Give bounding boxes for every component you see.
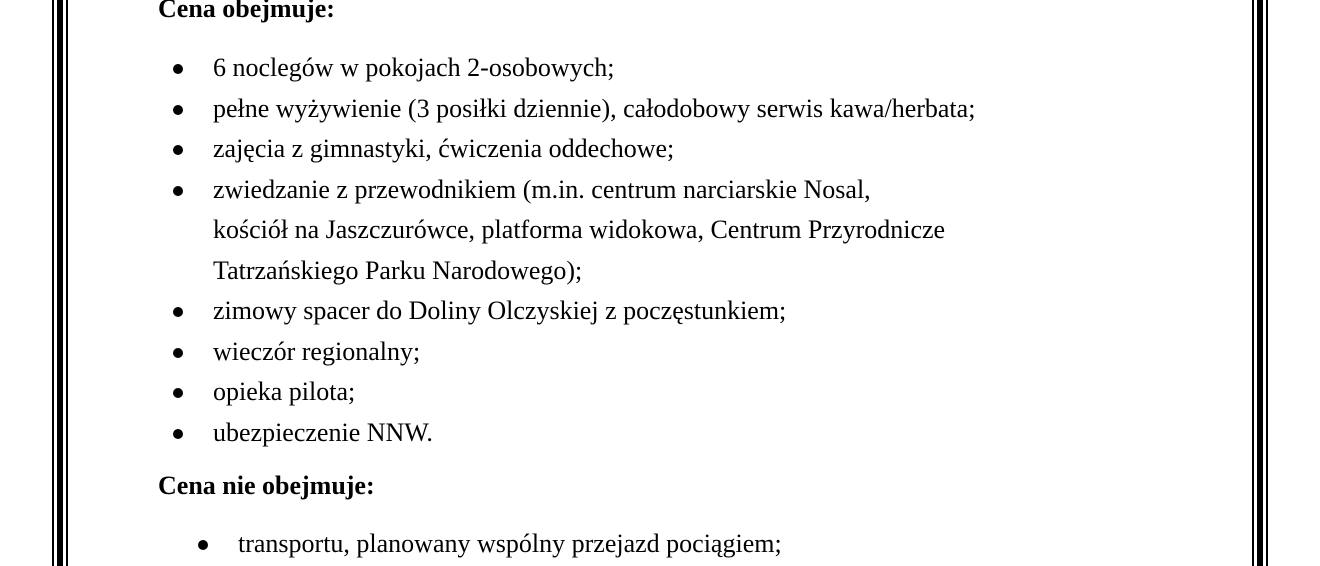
list-item-text: 6 noclegów w pokojach 2-osobowych; <box>213 53 615 82</box>
list-item-text: zajęcia z gimnastyki, ćwiczenia oddechowe; <box>213 134 675 163</box>
list-item <box>213 332 975 373</box>
list-item-text-continued: Tatrzańskiego Parku Narodowego); <box>213 255 583 285</box>
bullet-icon <box>173 291 185 332</box>
list-item-text: zimowy spacer do Doliny Olczyskiej z poczęstunkiem; <box>213 296 787 325</box>
bullet-icon <box>173 413 185 454</box>
bullet-icon <box>173 129 185 170</box>
list-item <box>213 48 975 89</box>
price-includes-heading: Cena obejmuje: <box>158 0 335 23</box>
price-includes-list <box>213 48 975 453</box>
list-item-text-continued: kościół na Jaszczurówce, platforma widokowa, Centrum Przyrodnicze <box>213 215 946 244</box>
list-item <box>213 372 975 413</box>
list-item <box>213 170 975 292</box>
frame-line <box>1252 0 1254 566</box>
list-item <box>238 524 782 565</box>
frame-line <box>66 0 68 566</box>
list-item-text: transportu, planowany wspólny przejazd pociągiem; <box>238 529 782 558</box>
list-item <box>213 89 975 130</box>
price-excludes-list <box>238 524 782 565</box>
list-item-text: opieka pilota; <box>213 377 356 406</box>
frame-line <box>1257 0 1263 566</box>
bullet-icon <box>173 332 185 373</box>
bullet-icon <box>173 89 185 130</box>
bullet-icon <box>173 170 185 211</box>
price-excludes-heading: Cena nie obejmuje: <box>158 471 375 500</box>
list-item <box>213 413 975 454</box>
frame-line <box>52 0 54 566</box>
list-item-text: pełne wyżywienie (3 posiłki dziennie), całodobowy serwis kawa/herbata; <box>213 93 976 123</box>
list-item-text: zwiedzanie z przewodnikiem (m.in. centrum narciarskie Nosal, <box>213 174 871 204</box>
list-item <box>213 291 975 332</box>
list-item <box>213 129 975 170</box>
bullet-icon <box>173 372 185 413</box>
bullet-icon <box>173 48 185 89</box>
bullet-icon <box>198 524 210 565</box>
frame-line <box>57 0 63 566</box>
list-item-text: wieczór regionalny; <box>213 336 421 366</box>
list-item-text: ubezpieczenie NNW. <box>213 417 433 447</box>
frame-line <box>1266 0 1268 566</box>
